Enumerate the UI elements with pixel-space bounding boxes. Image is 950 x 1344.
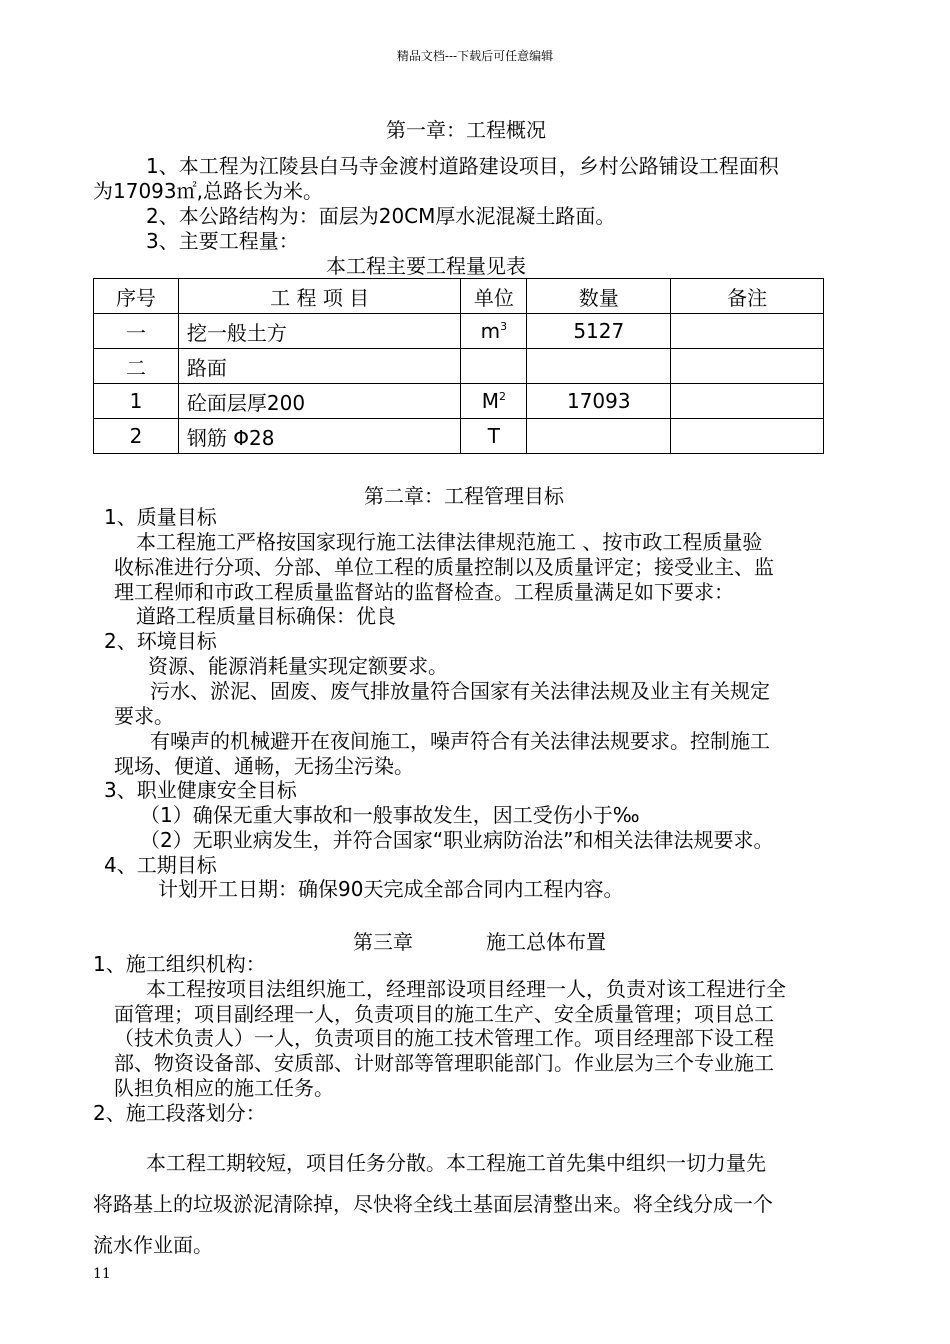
ch1-para1-line2: 为17093㎡,总路长为米。 bbox=[93, 179, 323, 203]
cell-note bbox=[671, 419, 824, 454]
header-no: 序号 bbox=[94, 279, 179, 314]
unit-superscript: 3 bbox=[500, 320, 508, 333]
cell-no: 一 bbox=[94, 314, 179, 349]
ch2-safety-line: （1）确保无重大事故和一般事故发生，因工受伤小于‰ bbox=[140, 803, 640, 827]
table-row bbox=[94, 384, 824, 419]
ch1-para1-line1: 1、本工程为江陵县白马寺金渡村道路建设项目，乡村公路铺设工程面积 bbox=[146, 154, 779, 178]
ch2-safety-heading: 3、职业健康安全目标 bbox=[104, 778, 297, 802]
table-title: 本工程主要工程量见表 bbox=[326, 254, 526, 278]
ch3-section-heading: 2、施工段落划分： bbox=[93, 1101, 266, 1125]
cell-no: 1 bbox=[94, 384, 179, 419]
table-row bbox=[94, 314, 824, 349]
ch1-para3: 3、主要工程量： bbox=[146, 229, 299, 253]
cell-qty bbox=[527, 349, 671, 384]
header-item: 工 程 项 目 bbox=[178, 279, 461, 314]
ch2-env-line: 资源、能源消耗量实现定额要求。 bbox=[148, 654, 448, 678]
page-header: 精品文档---下载后可任意编辑 bbox=[396, 49, 554, 63]
ch3-section-line: 流水作业面。 bbox=[93, 1233, 213, 1257]
ch3-org-line: 队担负相应的施工任务。 bbox=[114, 1076, 334, 1100]
ch2-schedule-heading: 4、工期目标 bbox=[104, 853, 217, 877]
table-row bbox=[94, 349, 824, 384]
cell-no: 二 bbox=[94, 349, 179, 384]
cell-note bbox=[671, 349, 824, 384]
cell-item: 钢筋 Φ28 bbox=[178, 419, 461, 454]
unit-text: T bbox=[487, 424, 500, 448]
ch2-env-line: 现场、便道、通畅，无扬尘污染。 bbox=[114, 754, 414, 778]
cell-unit bbox=[461, 419, 527, 454]
cell-qty bbox=[527, 419, 671, 454]
header-unit: 单位 bbox=[461, 279, 527, 314]
table-row bbox=[94, 419, 824, 454]
ch2-safety-line: （2）无职业病发生，并符合国家“职业病防治法”和相关法律法规要求。 bbox=[140, 828, 774, 852]
unit-text: m bbox=[480, 319, 501, 343]
ch3-org-line: （技术负责人）一人，负责项目的施工技术管理工作。项目经理部下设工程 bbox=[114, 1026, 774, 1050]
quantities-table bbox=[93, 278, 824, 454]
cell-no: 2 bbox=[94, 419, 179, 454]
page-number: 11 bbox=[93, 1266, 111, 1282]
ch3-org-line: 面管理；项目副经理一人，负责项目的施工生产、安全质量管理；项目总工 bbox=[114, 1002, 774, 1026]
ch3-org-heading: 1、施工组织机构： bbox=[93, 952, 266, 976]
ch2-env-line: 要求。 bbox=[114, 704, 174, 728]
table-header-row bbox=[94, 279, 824, 314]
cell-note bbox=[671, 384, 824, 419]
cell-qty: 17093 bbox=[527, 384, 671, 419]
ch2-quality-line: 理工程师和市政工程质量监督站的监督检查。工程质量满足如下要求： bbox=[114, 580, 734, 604]
cell-unit bbox=[461, 384, 527, 419]
cell-item: 路面 bbox=[178, 349, 461, 384]
header-qty: 数量 bbox=[527, 279, 671, 314]
cell-unit bbox=[461, 349, 527, 384]
chapter2-title: 第二章：工程管理目标 bbox=[364, 484, 564, 508]
header-note: 备注 bbox=[671, 279, 824, 314]
ch2-quality-line: 道路工程质量目标确保：优良 bbox=[136, 604, 396, 628]
cell-note bbox=[671, 314, 824, 349]
ch3-org-line: 部、物资设备部、安质部、计财部等管理职能部门。作业层为三个专业施工 bbox=[114, 1051, 774, 1075]
ch2-quality-line: 收标准进行分项、分部、单位工程的质量控制以及质量评定；接受业主、监 bbox=[114, 555, 774, 579]
ch2-env-heading: 2、环境目标 bbox=[104, 629, 217, 653]
ch3-section-line: 本工程工期较短，项目任务分散。本工程施工首先集中组织一切力量先 bbox=[146, 1151, 766, 1175]
chapter3-subtitle: 施工总体布置 bbox=[486, 930, 606, 954]
cell-qty: 5127 bbox=[527, 314, 671, 349]
ch2-quality-line: 本工程施工严格按国家现行施工法律法律规范施工 、按市政工程质量验 bbox=[136, 530, 763, 554]
cell-item: 挖一般土方 bbox=[178, 314, 461, 349]
cell-item: 砼面层厚200 bbox=[178, 384, 461, 419]
chapter1-title: 第一章：工程概况 bbox=[386, 118, 546, 142]
cell-unit bbox=[461, 314, 527, 349]
ch2-env-line: 有噪声的机械避开在夜间施工，噪声符合有关法律法规要求。控制施工 bbox=[150, 729, 770, 753]
ch1-para2: 2、本公路结构为：面层为20CM厚水泥混凝土路面。 bbox=[146, 204, 616, 228]
chapter3-title: 第三章 bbox=[353, 930, 413, 954]
ch3-org-line: 本工程按项目法组织施工，经理部设项目经理一人，负责对该工程进行全 bbox=[146, 977, 786, 1001]
unit-superscript: 2 bbox=[499, 390, 507, 403]
ch2-quality-heading: 1、质量目标 bbox=[104, 505, 217, 529]
ch3-section-line: 将路基上的垃圾淤泥清除掉，尽快将全线土基面层清整出来。将全线分成一个 bbox=[93, 1192, 773, 1216]
ch2-schedule-line: 计划开工日期：确保90天完成全部合同内工程内容。 bbox=[158, 877, 624, 901]
unit-text: M bbox=[481, 389, 500, 413]
ch2-env-line: 污水、淤泥、固废、废气排放量符合国家有关法律法规及业主有关规定 bbox=[150, 679, 770, 703]
